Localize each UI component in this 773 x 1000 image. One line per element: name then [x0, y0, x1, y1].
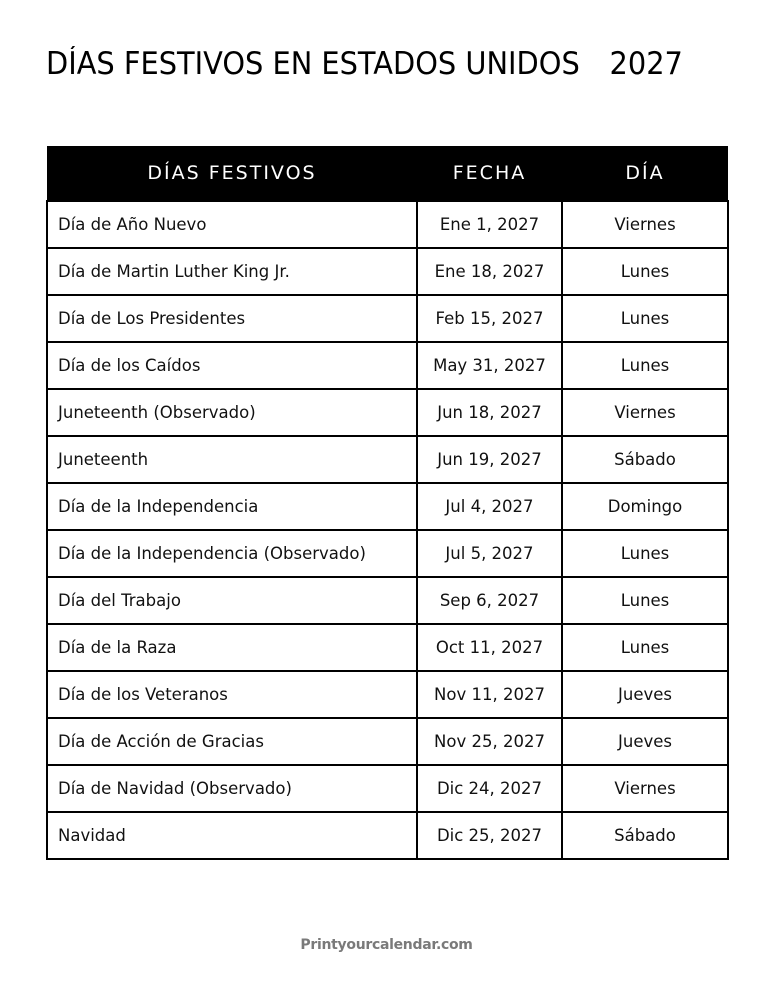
- table-row: [47, 342, 728, 389]
- holiday-day: Lunes: [562, 342, 728, 389]
- holiday-name: Navidad: [47, 812, 417, 859]
- holiday-date: Sep 6, 2027: [417, 577, 562, 624]
- holiday-day: Viernes: [562, 389, 728, 436]
- holiday-name: Juneteenth (Observado): [47, 389, 417, 436]
- holiday-day: Lunes: [562, 295, 728, 342]
- holiday-date: Jun 18, 2027: [417, 389, 562, 436]
- holiday-date: Nov 25, 2027: [417, 718, 562, 765]
- holiday-date: Ene 1, 2027: [417, 201, 562, 248]
- table-row: [47, 765, 728, 812]
- holiday-date: Jul 5, 2027: [417, 530, 562, 577]
- holiday-date: Dic 24, 2027: [417, 765, 562, 812]
- holiday-day: Jueves: [562, 718, 728, 765]
- holiday-date: May 31, 2027: [417, 342, 562, 389]
- holiday-name: Día de los Veteranos: [47, 671, 417, 718]
- table-row: [47, 436, 728, 483]
- holiday-name: Día del Trabajo: [47, 577, 417, 624]
- table-row: [47, 248, 728, 295]
- table-row: [47, 201, 728, 248]
- holiday-name: Día de Año Nuevo: [47, 201, 417, 248]
- header-holidays: DÍAS FESTIVOS: [47, 146, 417, 201]
- page-title: [46, 46, 683, 82]
- table-row: [47, 389, 728, 436]
- title-text: DÍAS FESTIVOS EN ESTADOS UNIDOS: [46, 46, 580, 82]
- holiday-name: Día de los Caídos: [47, 342, 417, 389]
- table-header-row: [47, 146, 728, 201]
- holiday-day: Lunes: [562, 577, 728, 624]
- holiday-day: Viernes: [562, 765, 728, 812]
- table-row: [47, 483, 728, 530]
- holiday-day: Lunes: [562, 248, 728, 295]
- holiday-date: Nov 11, 2027: [417, 671, 562, 718]
- holiday-day: Sábado: [562, 812, 728, 859]
- holiday-day: Lunes: [562, 530, 728, 577]
- holiday-date: Ene 18, 2027: [417, 248, 562, 295]
- header-date: FECHA: [417, 146, 562, 201]
- holiday-date: Oct 11, 2027: [417, 624, 562, 671]
- holiday-name: Juneteenth: [47, 436, 417, 483]
- holiday-name: Día de Acción de Gracias: [47, 718, 417, 765]
- holiday-day: Domingo: [562, 483, 728, 530]
- holiday-date: Feb 15, 2027: [417, 295, 562, 342]
- table-row: [47, 718, 728, 765]
- title-year: 2027: [609, 46, 683, 82]
- holiday-name: Día de la Independencia: [47, 483, 417, 530]
- table-row: [47, 577, 728, 624]
- holiday-day: Sábado: [562, 436, 728, 483]
- holiday-day: Jueves: [562, 671, 728, 718]
- holiday-day: Viernes: [562, 201, 728, 248]
- holiday-name: Día de la Independencia (Observado): [47, 530, 417, 577]
- holiday-name: Día de Navidad (Observado): [47, 765, 417, 812]
- holiday-date: Dic 25, 2027: [417, 812, 562, 859]
- holiday-name: Día de Martin Luther King Jr.: [47, 248, 417, 295]
- table-row: [47, 295, 728, 342]
- holidays-table: [46, 146, 729, 860]
- holiday-name: Día de Los Presidentes: [47, 295, 417, 342]
- table-row: [47, 530, 728, 577]
- table-row: [47, 812, 728, 859]
- footer-site-credit: Printyourcalendar.com: [300, 937, 473, 953]
- header-day: DÍA: [562, 146, 728, 201]
- holiday-name: Día de la Raza: [47, 624, 417, 671]
- table-row: [47, 671, 728, 718]
- holiday-date: Jul 4, 2027: [417, 483, 562, 530]
- table-row: [47, 624, 728, 671]
- holiday-day: Lunes: [562, 624, 728, 671]
- holiday-date: Jun 19, 2027: [417, 436, 562, 483]
